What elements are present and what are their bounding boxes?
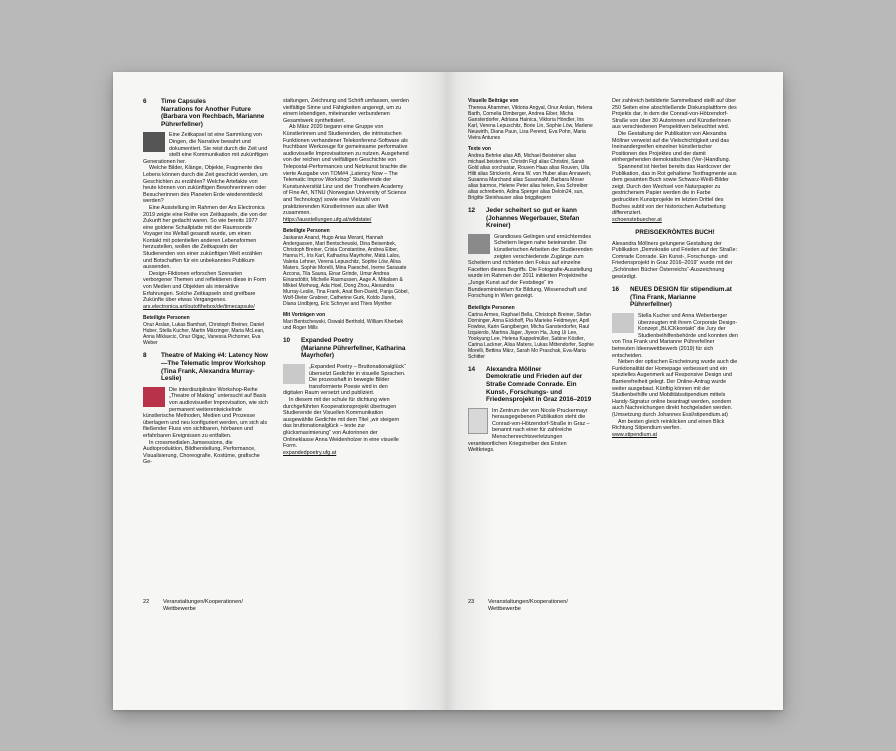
credits-heading: Beteiligte Personen [468,304,515,311]
article-number: 10 [283,337,291,345]
paragraph: Eine Ausstellung im Rahmen der Ars Electronica 2019 zeigte eine Reihe von Zeitkapseln, die von der Zukunft her gedacht waren. So wie bereits 1977 eine goldene Schallplatte mit der Raumsonde Voyager ins Weltall gesandt wurde, um einen Kontakt mit potentiellen anderen Lebensformen herzustellen, wollen die Zeitkapseln der Studierenden von einer zukünftigen Welt erzählen und Botschaften für ein unbekanntes Publikum aussenden. [143,204,268,271]
paragraph: Stella Kucher und Anna Weberberger überzeugten mit ihrem Corporate Design-Konzept „BLICKkontakt“ die Jury der Studienbeihilfenbehörde und konnten den von Tina Frank und Marianne Pührerfellner betreuten Ideenwettbewerb (2019) für sich entscheiden. [612,313,738,359]
article-8 [143,352,269,466]
section-label: Veranstaltungen/Kooperationen/ Wettbewerbe [488,599,568,612]
paragraph: Am besten gleich reinklicken und einen Blick Richtung Stipendium werfen. [612,418,725,432]
article-link[interactable]: ars.electronica.art/outofthebox/de/timecapsule/ [143,303,255,310]
paragraph: Eine Zeitkapsel ist eine Sammlung von Dingen, die Narrative bewahrt und dokumentiert. Sie reist durch die Zeit und stellt eine Kommunikation mit zukünftigen Generationen her. [143,132,269,165]
paragraph: staltungen, Zeichnung und Schrift umfassen, werden vielfältige Sinne und Fähigkeiten angeregt, um zu einem lebendigen, miteinander verbundenen Gesamtwerk synthetisiert. [283,98,409,124]
credits [143,315,269,346]
article-link[interactable]: https://ausstellungen.ufg.at/wildstate/ [283,216,372,223]
paragraph: Alexandra Möllners gelungene Gestaltung der Publikation „Demokratie und Frieden auf der Straße: Comrade Conrade. Ein Kunst-, Forschungs- und Friedensprojekt in Graz 2016–2019“ wurde mit der „Schönsten Bücher Österreichs“-Auszeichnung gewürdigt. [612,240,737,280]
title-text: Alexandra Möllner [486,365,542,373]
book-cover-image [468,408,488,434]
credits [468,98,594,141]
texts-heading: Texte von [468,146,491,152]
magazine-spread [113,72,783,710]
article-thumbnail-image [612,313,634,333]
section-label: Veranstaltungen/Kooperationen/ Wettbewerbe [163,599,243,612]
award-body [612,241,738,281]
paragraph: In diesem mit der schule für dichtung wien durchgeführten Kooperationsprojekt übertrugen Studierende der Visuellen Kommunikation ausgewählte Gedichte mit dem Titel „wir steigern das bruttonationalglück – texte zur glücksmaximierung“ von Autorinnen der Onlineklasse Anna Weidenholzer in eine visuelle Form. [283,397,400,450]
article-heading [468,366,594,404]
article-10 [283,337,409,456]
article-thumbnail-image [143,387,165,407]
credits-heading: Visuelle Beiträge von [468,98,519,104]
article-16 [612,286,738,438]
texts-names: Andrea Behrke alias AB, Michael Beisteiner alias michael.beisteiner, Christin Figl alias Christini, Sarah Gold alias sorchastar, Rouven Haas alias Rouven, Ulla Hilti alias Strickerin, Anna W. von Huber alias Annaweh, Susanna Marchand alias SusannaM, Barbara Moser alias barmos, Helene Peter alias helen, Eva Schreiber alias schreiberin, Adina Sperger alias Deloin24, sun, Brigitte Steinhauser alias briggitegern [468,153,592,201]
paragraph: Die Gestaltung der Publikation von Alexandra Möllner verweist auf die Vielschichtigkeit und das Ineinandergreifen einzelner künstlerischer Positionen des Projektes und der damit einhergehenden demokratischen (Ver-)Handlung. [612,130,731,164]
left-column-1 [143,98,269,472]
article-heading [283,337,409,360]
speakers-heading: Mit Vorträgen von [283,312,326,319]
credits-names: Theresa Ahammer, Viktoria Angyal, Onur Arslan, Helena Barth, Cornelia Dimberger, Andrea Eiber, Micha Gansterdorfer, Adriana Hainica, Viktoria Höndler, Iris Karl, Verena Lepuschitz, Borie Lin, Sophie Löw, Marlene Neuwirth, Diana Paun, Lisa Perend, Eva Pohn, Maria Vieira Antunes [468,105,593,141]
title-text: NEUES DESIGN für stipendium.at [630,286,732,294]
subtitle-text: —The Telematic Improv Workshop (Tina Frank, Alexandra Murray-Leslie) [161,360,266,383]
article-title [161,98,269,128]
article-thumbnail-image [143,132,165,152]
title-text: Expanded Poetry [301,337,354,345]
credits-heading: Beteiligte Personen [283,228,330,235]
right-column-1 [468,98,594,460]
left-column-2 [283,98,409,462]
article-body [468,408,594,454]
article-12 [468,207,594,360]
page-number: 23 [468,599,475,605]
article-heading [143,352,269,382]
article-heading [612,286,738,309]
article-thumbnail-image [468,234,490,254]
article-thumbnail-image [283,364,305,384]
article-number: 12 [468,207,476,214]
paragraph: Ab März 2020 begann eine Gruppe von Künstlerinnen und Studierenden, die intrinsischen Funktionen verhandener Telekonferenz-Software als fruchtbare Werkzeuge für gemeinsame performative audiovisuelle Improvisationen zu nutzen. Ausgehend von der reichen und vielfältigen Geschichte von Telepostal-Performances und Netzkunst brachte die vierte Ausgabe von TOM#4 „Latency Now – The Telematic Improv Workshop“ Studierende der Kunstuniversität Linz und der Trondheim Academy of Fine Art, NTNU (Norwegian University of Science and Technology) sowie eine Vielzahl von praktizierenden Künstlerinnen aus aller Welt zusammen. [283,124,409,217]
credits [283,228,409,307]
paragraph: Die interdisziplinäre Workshop-Reihe „Theatre of Making“ untersucht auf Basis von audiovisueller Improvisation, wie sich permanent weiterentwickelnde künstlerische Methoden, Medien und Prozesse überlagern und neu konfiguriert werden, um sich als fließender Fluss von sichtbaren, hörbaren und erfahrbaren Ereignissen zu entfalten. [143,386,268,439]
article-body [283,364,409,456]
credits-names: Jaskaran Anand, Hugo Arias Morant, Hannah Andergassen, Mari Bentschewski, Dina Beisenbek, Christoph Breiner, Crisia Constantine, Andrea Eiber, Hanna H., Iris Karl, Katharina Mayrhofer, Mátá Lalos, Valeria Lehner, Verena Lepuschitz, Sophie Löw, Alisa Maters, Sophie Morelli, Mina Paeschel, Ineme Sarasate Azcona, Tila Sauna, Einar Grinde, Umur Andrea Einarsdóttir, Michelle Rasmussen, Aage A. Mikalsen & Mikkel Morheug, Ada Hoel, Dong Zhou, Alexandra Murray-Leslie, Tina Frank, Anat Ben-David, Panja Göbel, Wolf-Dieter Grabner, Catherine Gurk, Koldo Jiurek, Diana Lindbjerg, Eric Schnyer and Thies Mynther [283,235,409,308]
article-link[interactable]: www.stipendium.at [612,431,657,438]
article-heading [468,207,594,230]
subtitle-text: Narrations for Another Future (Barbara von Rechbach, Marianne Pührerfellner) [161,105,265,128]
article-title [301,337,409,360]
article-title [630,286,738,309]
article-body [143,132,269,310]
credits-names: Onur Arslan, Lukas Bamhart, Christoph Breiner, Daniel Huber, Stella Kucher, Martin Märzinger, Maria McLean, Anna Miklavcic, Onur Olgaç, Vanessa Pichorner, Eva Weber [143,322,265,347]
article-heading [143,98,269,128]
page-number: 22 [143,599,150,605]
credits-names: Carina Armes, Raphael Bella, Christoph Breiner, Stefan Dorninger, Anna Eickhoff, Pia Marieke Feldmeyer, April Fowlow, Karin Gangiberger, Micha Gansterdorfer, Raul Izquierdo, Martina Jäger, Jiyeon Ha, Jung Ui Lee, Yookyung Lee, Helena Kappelmüller, Sabine Köstler, Carina Lackner, Alisa Maters, Lukas Mittendorfer, Sophie Morelli, Bettina März, Sarah Mo Praschak, Eva-Maria Schitter [468,311,594,360]
title-text: Time Capsules [161,98,206,105]
article-body [283,98,409,223]
subtitle-text: (Tina Frank, Marianne Pührerfellner) [630,293,696,309]
article-title [486,207,594,230]
article-title [486,366,594,404]
subtitle-text: Demokratie und Frieden auf der Straße Comrade Conrade. Ein Kunst-, Forschungs- und Friedensprojekt in Graz 2016–2019 [486,373,592,404]
article-link[interactable]: expandedpoetry.ufg.at [283,449,337,456]
credits-heading: Beteiligte Personen [143,315,190,322]
paragraph: „Expanded Poetry – Bruttonationalglück“ übersetzt Gedichte in visuelle Sprachen. Die prozesshaft in bewegte Bilder transformierte Poesie wird in den digitalen Raum versetzt und publiziert. [283,364,406,397]
paragraph: Der zahlreich bebilderte Sammelband stellt auf über 250 Seiten eine abschließende Diskursplattform des Projekts dar, in dem die Conrad-von-Hötzendorf-Straße von über 30 Autorinnen und KünstlerInnen aus verschiedenen Perspektiven beleuchtet wird. [612,98,737,131]
paragraph: Grandioses Gelingen und ernüchterndes Scheitern liegen nahe beieinander. Die künstlerischen Arbeiten der Studierenden zeigten verschiedenste Zugänge zum Scheitern und richteten den Fokus auf einzelne Facetten dieses Begriffs. Die Fotografie-Ausstellung wurde im Rahmen der 2011 initiierten Projektreihe „Junge Kunst auf der Feststiege“ im Bundesministerium für Bildung, Wissenschaft und Forschung in Wien gezeigt. [468,233,593,300]
article-number: 16 [612,286,620,294]
page-footer [143,599,243,613]
left-page [113,72,448,710]
article-8-continued [283,98,409,331]
article-body [468,234,594,300]
article-number: 14 [468,365,476,373]
article-14-continued [612,98,738,280]
title-text: Jeder scheitert so gut er kann [486,207,577,214]
article-link[interactable]: schoenstebuecher.at [612,216,662,223]
paragraph: Welche Bilder, Klänge, Objekte, Fragmente des Lebens können durch die Zeit geschickt werden, um Geschichten zu erzählen? Welche Artefakte von heute können von zukünftigen Bewohnerinnen oder Besucherinnen des Planeten Erde wiederentdeckt werden? [143,165,268,205]
paragraph: Spannend ist hierbei bereits das Hardcover der Publikation, das in Rot gehaltene Textfragmente aus dem gesamten Buch sowie Schwarz-Weiß-Bilder zeigt. Durch den Wechsel von Naturpapier zu gestrichenem Papier werden die in Farbe gedruckten Kunstprojekte im letzten Drittel des Buches subtil von der historischen Aufarbeitung differenziert. [612,163,737,217]
credits [468,305,594,360]
right-page [448,72,783,710]
article-title [161,352,269,382]
speakers-names: Mari Bentschewski, Oswald Berthold, William Kherbek und Roger Mills [283,319,404,332]
article-number: 6 [143,98,147,105]
title-text: Theatre of Making #4: Latency Now [161,352,268,360]
subtitle-text: (Marianne Pührerfellner, Katharina Mayrhofer) [301,344,406,360]
article-number: 8 [143,352,147,360]
paragraph: Im Zentrum der von Nicole Pruckermayr herausgegebenen Publikation steht die Conrad-von-Hötzendorf-Straße in Graz – benannt nach einer für zahlreiche Menschenrechtsverletzungen verantwortlichen Kriegstreiber des Ersten Weltkriegs. [468,407,590,454]
paragraph: Neben der optischen Erscheinung wurde auch die Funktionalität der Homepage verbessert und ein spezielles Augenmerk auf Responsive Design und Barrierefreiheit gelegt. Der Online-Antrag wurde weiter ausgebaut. Künftig können mit der Studienbeihilfe und Mobilitätsstipendium mittels Handy-Signatur online beantragt werden, sondern auch Nachreichungen direkt hochgeladen werden. (Umsetzung durch Johannes Essl/stipendium.at) [612,359,738,418]
subtitle-text: (Johannes Wegerbauer, Stefan Kreiner) [486,214,580,230]
paragraph: In crossmedialen Jamsessions, die Audioproduktion, Bildherstellung, Performance, Visualisierung, Choreografie, Kostüme, grafische Ge- [143,439,260,466]
article-10-credits [468,98,594,201]
award-heading: PREISGEKRÖNTES BUCH! [635,229,715,237]
texts-credits [468,146,594,201]
article-6 [143,98,269,346]
article-body [612,313,738,438]
article-14 [468,366,594,454]
paragraph: Design-Fiktionen erforschen Szenarien verborgener Themen und reflektieren diese in Form von Medien und Objekten als interaktive Erfahrungen. Solche Zeitkapseln sind greifbare Zukünfte über etwas Vergangenes. [143,270,267,304]
right-column-2 [612,98,738,444]
article-body [612,98,738,223]
article-body [143,387,269,466]
page-footer [468,599,568,613]
speakers [283,312,409,331]
